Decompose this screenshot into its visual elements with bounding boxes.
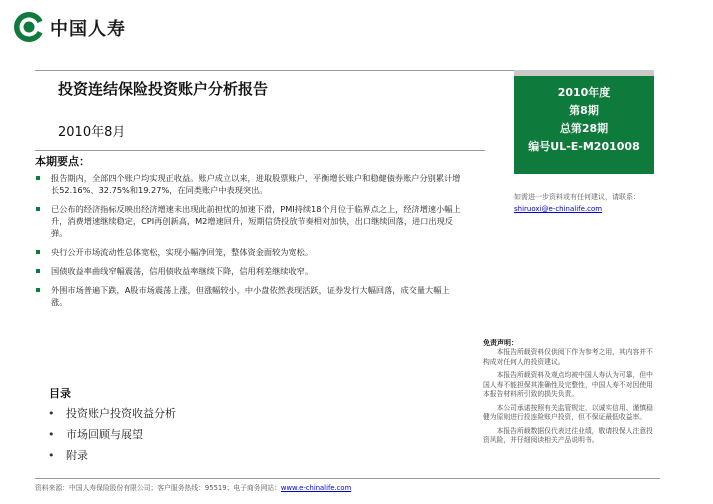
contact-email-link[interactable]: shiruoxi@e-chinalife.com (514, 205, 603, 213)
list-item: 外围市场普遍下跌，A股市场震荡上涨，但涨幅较小，中小盘依然表现活跃，证券发行大幅回落，成交量大幅上涨。 (34, 284, 464, 308)
contact-note: 如需进一步资料或有任何建议，请联系： (514, 193, 640, 201)
report-date: 2010年8月 (58, 125, 126, 140)
bullet-icon (36, 269, 40, 273)
toc-item[interactable]: • 投资账户投资收益分析 (48, 403, 176, 424)
bullet-icon: • (48, 407, 55, 420)
disclaimer-body (483, 348, 658, 450)
footer-divider (35, 478, 660, 479)
issue-year: 2010年度 (557, 86, 611, 99)
list-item: 国债收益率曲线窄幅震荡，信用债收益率继续下降，信用利差继续收窄。 (34, 265, 464, 277)
bullet-icon (36, 288, 40, 292)
disclaimer-paragraph: 本报告所载数据仅代表过往业绩，敬请投保人注意投资风险，并仔细阅读相关产品说明书。 (483, 426, 653, 444)
bullet-icon (36, 250, 40, 254)
highlights-divider (35, 150, 485, 151)
china-life-logo-icon (12, 10, 46, 44)
issue-number: 第8期 (569, 104, 599, 117)
bullet-icon: • (48, 449, 55, 462)
issue-info-box (514, 76, 654, 174)
toc-item[interactable]: • 市场回顾与展望 (48, 424, 176, 445)
footer (35, 482, 351, 492)
footer-text: 资料来源：中国人寿保险股份有限公司；客户服务热线：95519；电子商务网站： (35, 484, 281, 492)
report-title: 投资连结保险投资账户分析报告 (58, 80, 269, 98)
bullet-icon (36, 176, 40, 180)
header-divider (35, 70, 535, 71)
issue-code: 编号UL-E-M201008 (528, 140, 640, 153)
toc-item[interactable]: • 附录 (48, 445, 176, 466)
disclaimer-paragraph: 本公司承诺按照有关监管规定，以诚实信用、谨慎稳健为原则进行投连险账户投资，但不保证最低收益率。 (483, 403, 653, 421)
issue-total: 总第28期 (559, 122, 609, 135)
footer-website-link[interactable]: www.e-chinalife.com (280, 484, 352, 492)
toc-title: 目录 (49, 387, 71, 400)
bullet-icon: • (48, 428, 55, 441)
highlights-title: 本期要点： (35, 155, 90, 168)
highlights-list (34, 172, 464, 315)
disclaimer-paragraph: 本报告所载资料仅供阅下作为参考之用，其内容并不构成对任何人的投资建议。 (483, 348, 653, 366)
bullet-icon (36, 207, 40, 211)
list-item: 已公布的经济指标反映出经济增速未出现此前担忧的加速下滑，PMI持续18个月位于临界点之上，经济增速小幅上升，消费增速继续稳定，CPI再创新高，M2增速回升，短期信贷投放节奏相对加快，出口继续回落，进口出现反弹。 (34, 203, 464, 239)
brand-name: 中国人寿 (50, 19, 126, 40)
list-item: 报告期内，全部四个账户均实现正收益。账户成立以来，进取股票账户、平衡增长账户和稳健债券账户分别累计增长52.16%、32.75%和19.27%，在同类账户中表现突出。 (34, 172, 464, 196)
disclaimer-title: 免责声明： (483, 339, 518, 347)
toc-list (48, 403, 176, 466)
list-item: 央行公开市场流动性总体宽松，实现小幅净回笼，整体资金面较为宽松。 (34, 246, 464, 258)
disclaimer-paragraph: 本报告所载资料及观点均被中国人寿认为可靠，但中国人寿不能担保其准确性及完整性，中国人寿不对因使用本报告材料所引致的损失负责。 (483, 371, 653, 398)
